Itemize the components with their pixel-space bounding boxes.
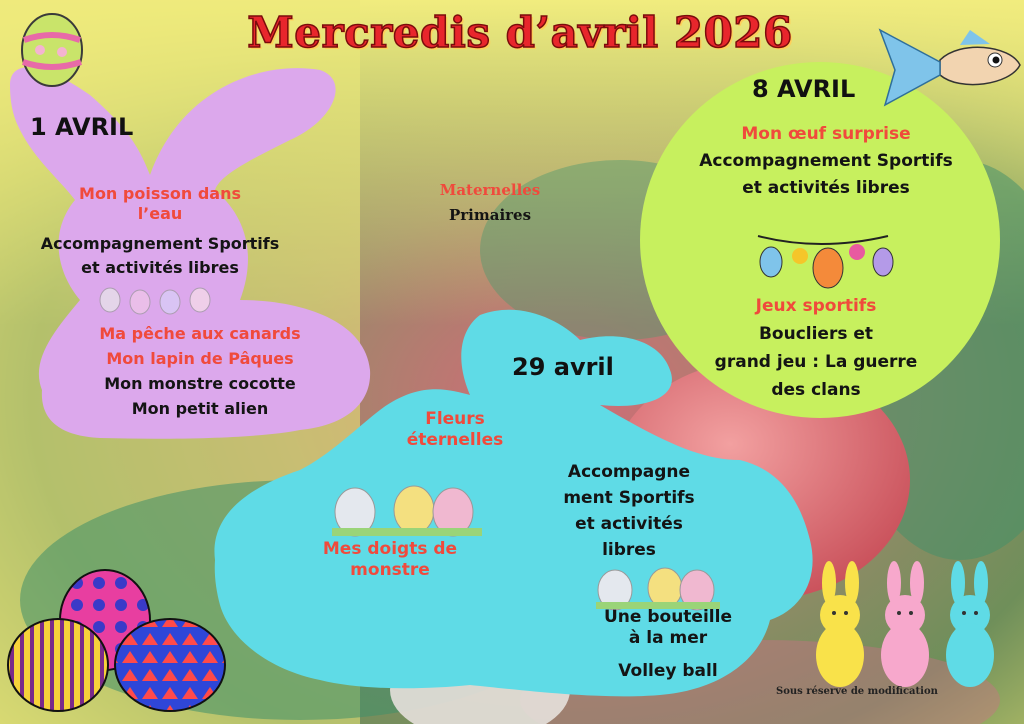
egg-trio-icon bbox=[332, 486, 482, 536]
april8-pri-activity-2: Boucliers et bbox=[758, 324, 874, 344]
april29-pri-activity-2: Une bouteille à la mer bbox=[604, 607, 732, 649]
legend-maternelles: Maternelles bbox=[439, 181, 541, 199]
april1-date: 1 AVRIL bbox=[30, 113, 134, 141]
april29-date: 29 avril bbox=[512, 353, 614, 381]
april29-pri-activity-1c: et activités bbox=[575, 514, 683, 534]
april1-mat-activity-1: Mon poisson dans l’eau bbox=[79, 184, 241, 223]
april29-pri-activity-1b: ment Sportifs bbox=[563, 488, 695, 508]
april8-pri-activity-3b: des clans bbox=[771, 380, 861, 400]
april29-mat-activity-1: Fleurs éternelles bbox=[406, 409, 504, 451]
april8-pri-activity-1b: et activités libres bbox=[742, 178, 910, 198]
april8-pri-activity-1a: Accompagnement Sportifs bbox=[699, 151, 953, 171]
april8-mat-activity-2: Jeux sportifs bbox=[755, 296, 877, 316]
egg-trio-icon-2 bbox=[596, 568, 720, 610]
legend-primaires: Primaires bbox=[448, 206, 532, 224]
april1-pri-activity-1b: et activités libres bbox=[81, 258, 239, 277]
april8-mat-activity-1: Mon œuf surprise bbox=[741, 124, 911, 144]
april1-mat-activity-3: Mon lapin de Pâques bbox=[106, 349, 294, 368]
april1-pri-activity-1a: Accompagnement Sportifs bbox=[40, 234, 280, 253]
april1-pri-activity-2: Mon monstre cocotte bbox=[104, 374, 296, 393]
april1-pri-activity-3: Mon petit alien bbox=[131, 399, 269, 418]
page-title: Mercredis d’avril 2026 bbox=[247, 8, 793, 57]
disclaimer-note: Sous réserve de modification bbox=[776, 686, 938, 697]
april29-pri-activity-1d: libres bbox=[602, 540, 656, 560]
april8-date: 8 AVRIL bbox=[752, 75, 856, 103]
easter-egg-icon bbox=[22, 14, 82, 86]
april29-pri-activity-1a: Accompagne bbox=[567, 462, 691, 482]
april1-mat-activity-2: Ma pêche aux canards bbox=[99, 324, 301, 343]
april8-pri-activity-3a: grand jeu : La guerre bbox=[714, 352, 918, 372]
april29-pri-activity-3: Volley ball bbox=[618, 661, 718, 681]
april29-mat-activity-2: Mes doigts de monstre bbox=[322, 539, 458, 581]
